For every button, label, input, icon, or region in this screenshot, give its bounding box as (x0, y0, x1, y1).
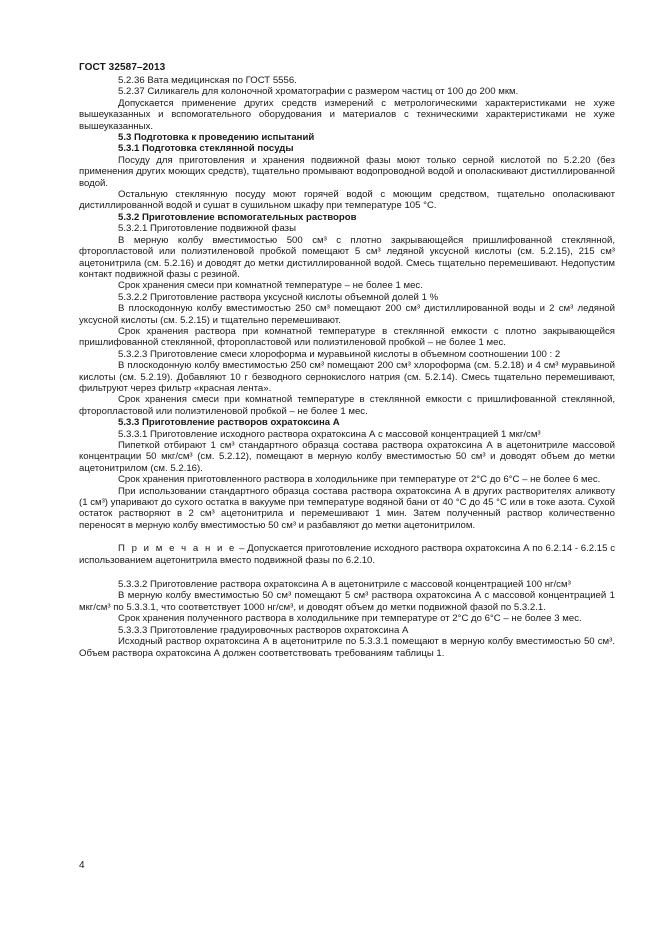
paragraph: В плоскодонную колбу вместимостью 250 см³ помещают 200 см³ хлороформа (см. 5.2.18) и 4 см³ муравьиной кислоты (см. 5.2.19). Добавляют 10 г безводного сернокислого натрия (см. 5.2.14). Смесь тщательно перемешивают, фильтруют через фильтр «красная лента». (79, 360, 615, 394)
subsection-heading: 5.3.2.3 Приготовление смеси хлороформа и муравьиной кислоты в объемном соотношении 100 : 2 (118, 348, 561, 360)
paragraph: Допускается применение других средств измерений с метрологическими характеристиками не хуже вышеуказанных и вспомогательного оборудования и материалов с техническими характеристиками не хуже вышеуказанных. (79, 97, 615, 132)
paragraph: При использовании стандартного образца состава раствора охратоксина А в других растворителях аликвоту (1 см³) упаривают до сухого остатка в вакууме при температуре водяной бани от 40 °С до 45 °С или в токе азота. Сухой остаток растворяют в 2 см³ ацетонитрила и перемешивают 1 мин. Затем полученный раствор количественно переносят в мерную колбу вместимостью 50 см³ и разбавляют до метки ацетонитрилом. (79, 485, 615, 531)
paragraph: Срок хранения приготовленного раствора в холодильнике при температуре от 2°С до 6°С – не более 6 мес. (118, 474, 601, 486)
page-number: 4 (79, 860, 85, 871)
paragraph: В плоскодонную колбу вместимостью 250 см³ помещают 200 см³ дистиллированной воды и 2 см³ ледяной уксусной кислоты (см. 5.2.15) и тщательно перемешивают. (79, 303, 615, 326)
document-header: ГОСТ 32587–2013 (79, 62, 166, 73)
paragraph: Срок хранения раствора при комнатной температуре в стеклянной емкости с плотно закрывающейся пришлифованной стеклянной, фторопластовой или полиэтиленовой пробкой – не более 1 мес. (79, 325, 615, 349)
paragraph: В мерную колбу вместимостью 500 см³ с плотно закрывающейся пришлифованной стеклянной, фторопластовой или полиэтиленовой пробкой помещают 5 см³ ледяной уксусной кислоты (см. 5.2.15), 215 см³ ацетонитрила (см. 5.2.16) и доводят до метки дистиллированной водой. Смесь тщательно перемешивают. Недопустим контакт подвижной фазы с резиной. (79, 234, 615, 280)
paragraph: В мерную колбу вместимостью 50 см³ помещают 5 см³ раствора охратоксина А с массовой концентрацией 1 мкг/см³ по 5.3.3.1, что соответствует 1000 нг/см³, и доводят объем до метки подвижной фазой по 5.3.2.1. (79, 590, 615, 613)
paragraph: 5.2.37 Силикагель для колоночной хроматографии с размером частиц от 100 до 200 мкм. (118, 86, 519, 98)
document-body (79, 75, 615, 659)
paragraph: Остальную стеклянную посуду моют горячей водой с моющим средством, тщательно ополаскивают дистиллированной водой и сушат в сушильном шкафу при температуре 105 °С. (79, 189, 615, 212)
note-label: П р и м е ч а н и е (118, 543, 237, 555)
section-heading: 5.3.2 Приготовление вспомогательных растворов (118, 211, 357, 223)
subsection-heading: 5.3.3.2 Приготовление раствора охратоксина А в ацетонитриле с массовой концентрацией 100 нг/см³ (118, 579, 571, 591)
paragraph: Срок хранения смеси при комнатной температуре в стеклянной емкости с пришлифованной стеклянной, фторопластовой или полиэтиленовой пробкой – не более 1 мес. (79, 394, 615, 417)
paragraph: Посуду для приготовления и хранения подвижной фазы моют только серной кислотой по 5.2.20 (без применения других моющих средств), тщательно промывают водопроводной водой и ополаскивают дистиллированной водой. (79, 154, 615, 189)
paragraph: Пипеткой отбирают 1 см³ стандартного образца состава раствора охратоксина А в ацетонитриле массовой концентрации 50 мкг/см³ (см. 5.2.12), помещают в мерную колбу вместимостью 50 см³ и доводят объем до метки ацетонитрилом (см. 5.2.16). (79, 440, 615, 474)
paragraph: 5.2.36 Вата медицинская по ГОСТ 5556. (118, 75, 297, 86)
subsection-heading: 5.3.3.3 Приготовление градуировочных растворов охратоксина А (118, 624, 409, 636)
section-heading: 5.3.3 Приготовление растворов охратоксина А (118, 417, 340, 429)
subsection-heading: 5.3.3.1 Приготовление исходного раствора охратоксина А с массовой концентрацией 1 мкг/см³ (118, 428, 541, 440)
section-heading: 5.3.1 Подготовка стеклянной посуды (118, 143, 294, 155)
note-paragraph (79, 543, 615, 566)
paragraph: Срок хранения смеси при комнатной температуре – не более 1 мес. (118, 280, 423, 292)
note-text: – Допускается приготовление исходного раствора охратоксина А по 6.2.14 - 6.2.15 с использованием ацетонитрила вместо подвижной фазы по 6.2.10. (79, 543, 615, 566)
subsection-heading: 5.3.2.1 Приготовление подвижной фазы (118, 223, 296, 235)
paragraph: Исходный раствор охратоксина А в ацетонитриле по 5.3.3.1 помещают в мерную колбу вместимостью 50 см³. Объем раствора охратоксина А должен соответствовать требованиям таблицы 1. (79, 636, 615, 659)
subsection-heading: 5.3.2.2 Приготовление раствора уксусной кислоты объемной долей 1 % (118, 291, 439, 303)
paragraph: Срок хранения полученного раствора в холодильнике при температуре от 2°С до 6°С – не более 3 мес. (118, 613, 582, 625)
section-heading: 5.3 Подготовка к проведению испытаний (118, 132, 315, 144)
